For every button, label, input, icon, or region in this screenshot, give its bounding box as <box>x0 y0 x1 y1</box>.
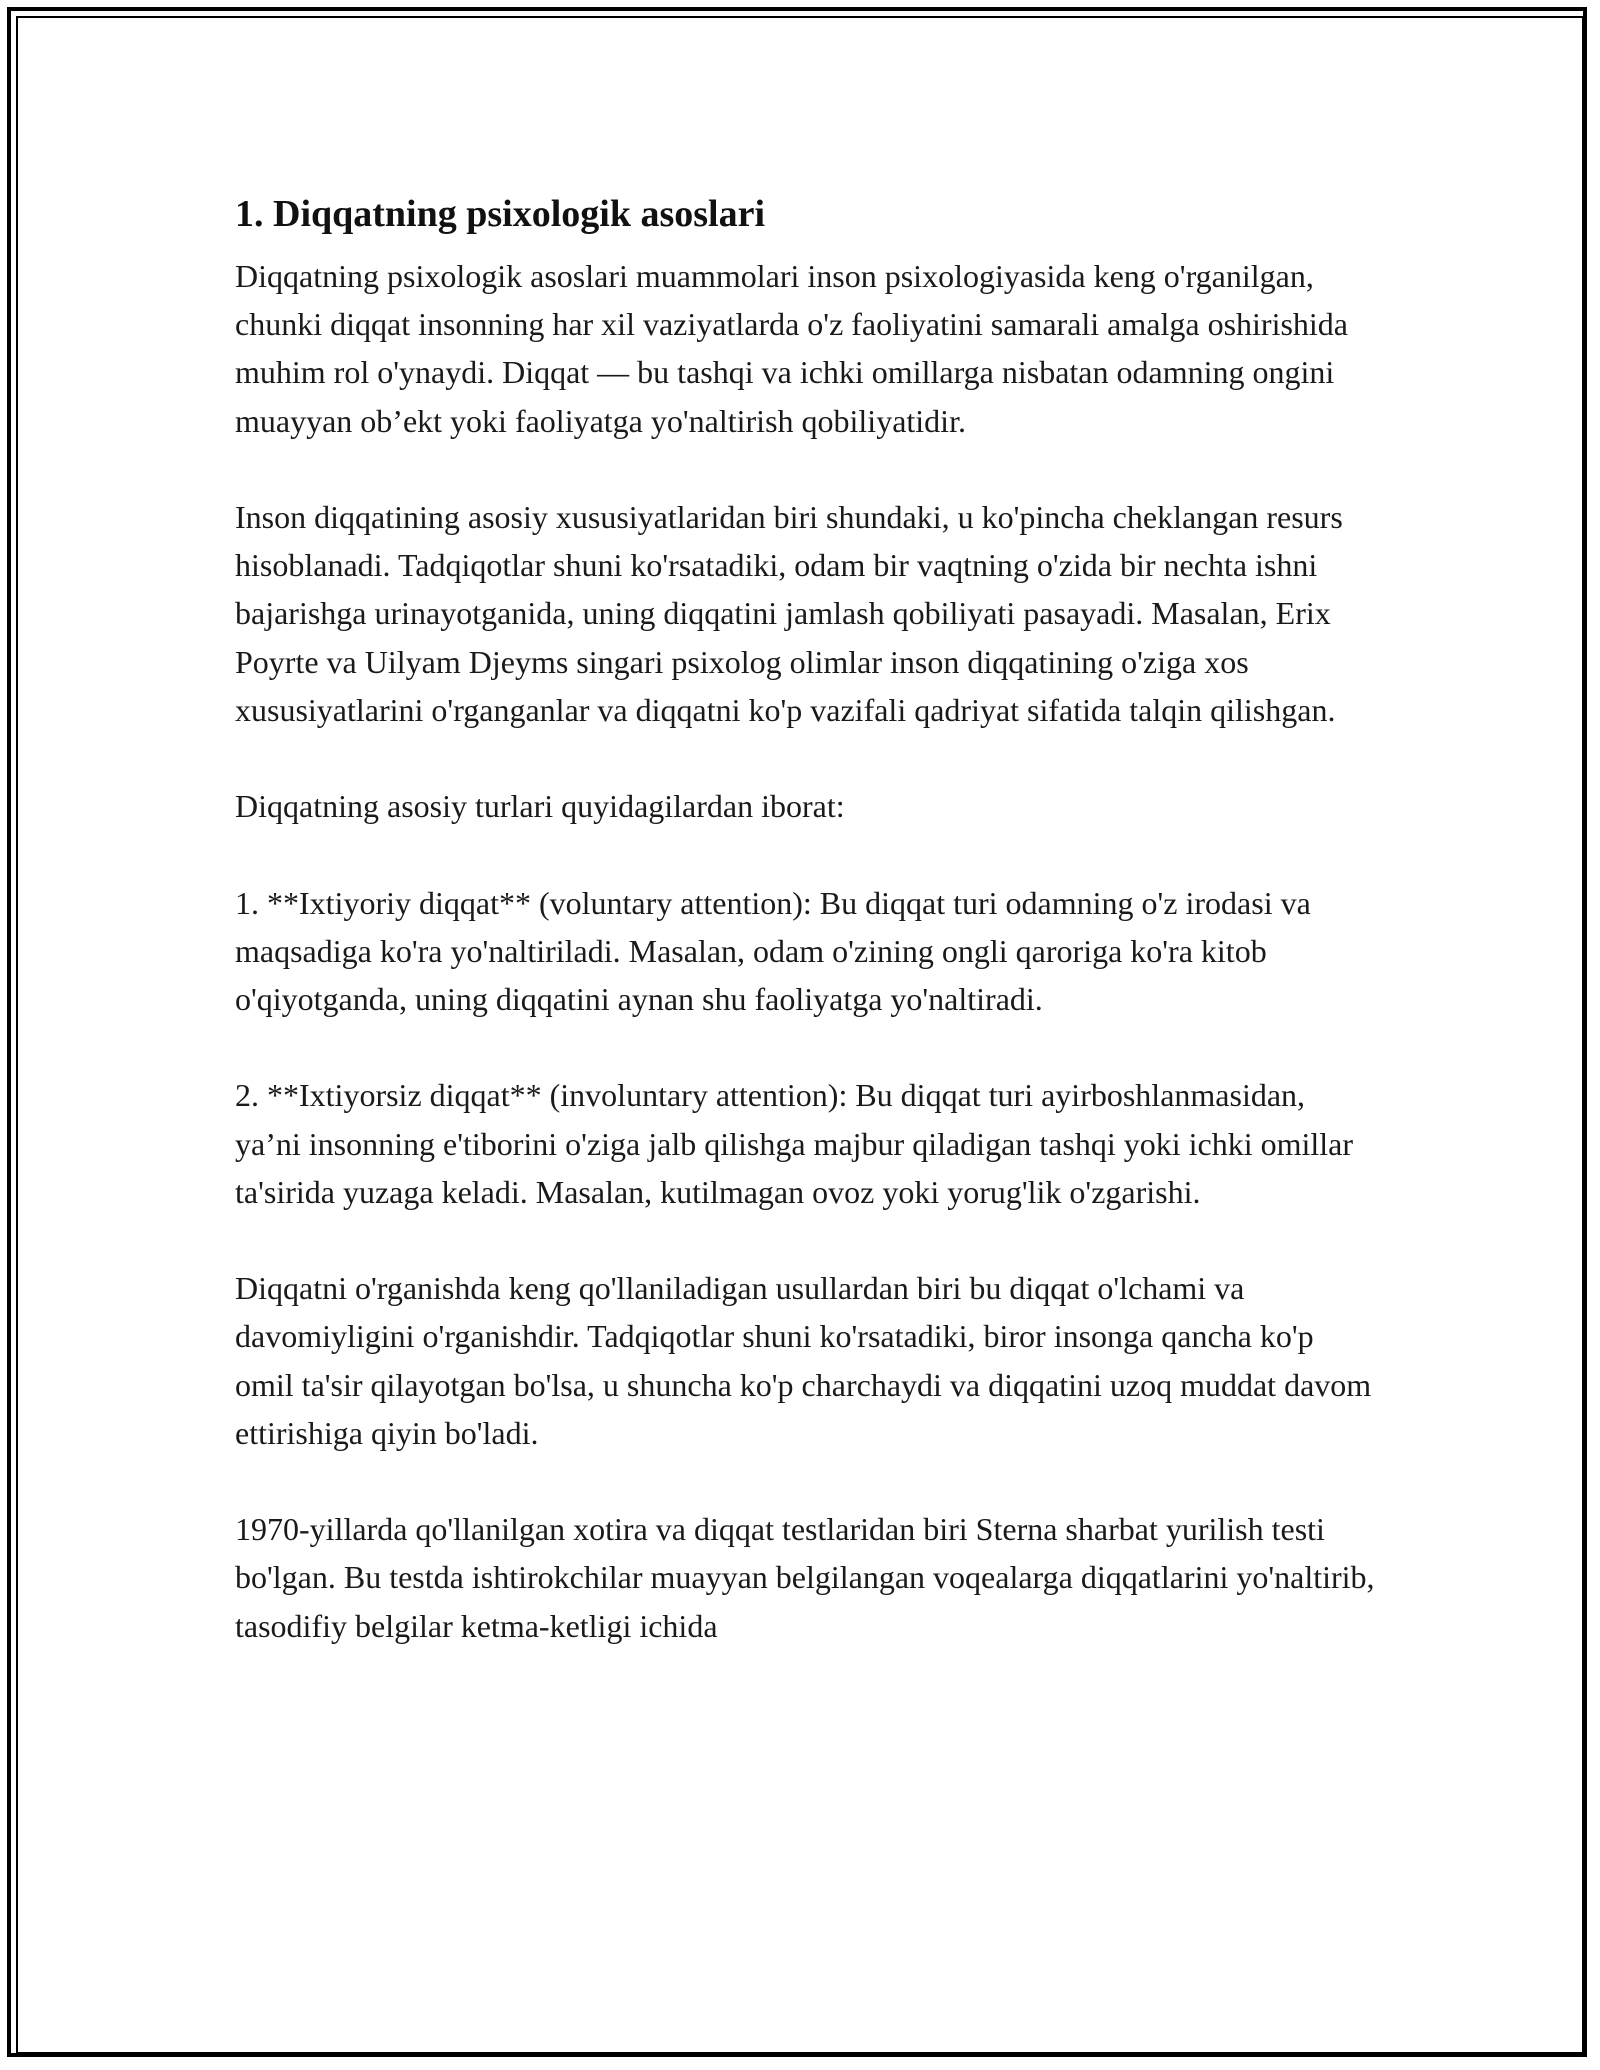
section-heading: 1. Diqqatning psixologik asoslari <box>235 193 766 235</box>
paragraph-limited-resource: Inson diqqatining asosiy xususiyatlaridan biri shundaki, u ko'pincha cheklangan resurs hisoblanadi. Tadqiqotlar shuni ko'rsatadiki, odam bir vaqtning o'zida bir nechta ishni bajarishga urinayotganida, uning diqqatini jamlash qobiliyati pasayadi. Masalan, Erix Poyrte va Uilyam Djeyms singari psixolog olimlar inson diqqatining o'ziga xos xususiyatlarini o'rganganlar va diqqatni ko'p vazifali qadriyat sifatida talqin qilishgan. <box>235 499 1343 728</box>
paragraph-intro: Diqqatning psixologik asoslari muammolari inson psixologiyasida keng o'rganilgan, chunki diqqat insonning har xil vaziyatlarda o'z faoliyatini samarali amalga oshirishida muhim rol o'ynaydi. Diqqat — bu tashqi va ichki omillarga nisbatan odamning ongini muayyan ob’ekt yoki faoliyatga yo'naltirish qobiliyatidir. <box>235 258 1348 439</box>
paragraph-types-intro: Diqqatning asosiy turlari quyidagilardan iborat: <box>235 788 845 825</box>
paragraph-1970s-tests: 1970-yillarda qo'llanilgan xotira va diqqat testlaridan biri Sterna sharbat yurilish testi bo'lgan. Bu testda ishtirokchilar muayyan belgilangan voqealarga diqqatlarini yo'naltirib, tasodifiy belgilar ketma-ketligi ichida <box>235 1511 1375 1644</box>
paragraph-voluntary-attention: 1. **Ixtiyoriy diqqat** (voluntary attention): Bu diqqat turi odamning o'z irodasi va maqsadiga ko'ra yo'naltiriladi. Masalan, odam o'zining ongli qaroriga ko'ra kitob o'qiyotganda, uning diqqatini aynan shu faoliyatga yo'naltiradi. <box>235 884 1311 1017</box>
paragraph-study-methods: Diqqatni o'rganishda keng qo'llaniladigan usullardan biri bu diqqat o'lchami va davomiyligini o'rganishdir. Tadqiqotlar shuni ko'rsatadiki, biror insonga qancha ko'p omil ta'sir qilayotgan bo'lsa, u shuncha ko'p charchaydi va diqqatini uzoq muddat davom ettirishiga qiyin bo'ladi. <box>235 1270 1372 1451</box>
paragraph-involuntary-attention: 2. **Ixtiyorsiz diqqat** (involuntary attention): Bu diqqat turi ayirboshlanmasidan, ya’ni insonning e'tiborini o'ziga jalb qilishga majbur qiladigan tashqi yoki ichki omillar ta'sirida yuzaga keladi. Masalan, kutilmagan ovoz yoki yorug'lik o'zgarishi. <box>235 1077 1353 1210</box>
document-body <box>235 186 1375 1650</box>
